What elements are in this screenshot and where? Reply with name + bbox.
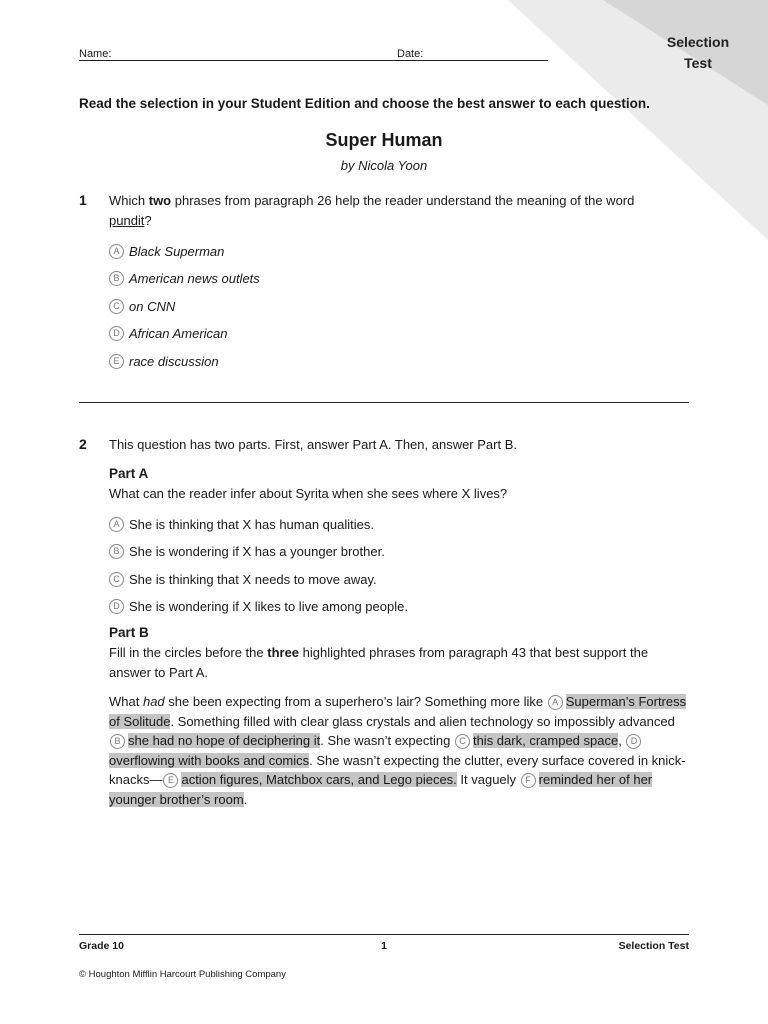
word-pundit: pundit <box>109 213 145 228</box>
answer-circle-icon[interactable]: A <box>109 517 124 532</box>
name-label: Name: <box>79 48 112 60</box>
divider <box>79 402 689 403</box>
instructions: Read the selection in your Student Edition and choose the best answer to each question. <box>79 96 650 111</box>
answer-circle-icon[interactable]: E <box>163 773 178 788</box>
answer-circle-icon[interactable]: C <box>109 299 124 314</box>
answer-circle-icon[interactable]: D <box>109 326 124 341</box>
highlighted-phrase-f: reminded her of her younger brother’s room <box>109 772 653 807</box>
question-2-number: 2 <box>79 436 87 452</box>
highlighted-phrase-d: overflowing with books and comics <box>109 752 310 768</box>
question-2-intro: This question has two parts. First, answer Part A. Then, answer Part B. <box>109 437 517 452</box>
answer-circle-icon[interactable]: D <box>626 734 641 749</box>
answer-circle-icon[interactable]: B <box>109 544 124 559</box>
answer-circle-icon[interactable]: B <box>109 271 124 286</box>
page-title: Super Human <box>325 130 443 150</box>
highlighted-phrase-e: action figures, Matchbox cars, and Lego pieces. <box>181 772 457 787</box>
date-label: Date: <box>397 48 424 60</box>
part-a-question: What can the reader infer about Syrita when she sees where X lives? <box>109 486 508 501</box>
answer-circle-icon[interactable]: A <box>548 695 563 710</box>
answer-circle-icon[interactable]: A <box>109 244 124 259</box>
byline: by Nicola Yoon <box>340 158 428 173</box>
q2a-option-b[interactable]: B She is wondering if X has a younger brother. <box>109 542 385 560</box>
copyright: © Houghton Mifflin Harcourt Publishing Company <box>79 969 286 980</box>
footer-grade: Grade 10 <box>79 940 124 952</box>
answer-circle-icon[interactable]: D <box>109 599 124 614</box>
highlighted-phrase-c: this dark, cramped space <box>472 733 619 748</box>
answer-circle-icon[interactable]: B <box>110 734 125 749</box>
footer-page-number: 1 <box>381 940 387 952</box>
answer-circle-icon[interactable]: C <box>455 734 470 749</box>
emphasis-two: two <box>148 193 172 208</box>
footer-label: Selection Test <box>618 940 689 952</box>
q1-option-a[interactable]: A Black Superman <box>109 242 224 260</box>
q1-option-e[interactable]: E race discussion <box>109 352 219 370</box>
emphasis-three: three <box>267 645 300 660</box>
part-b-question: Fill in the circles before the three highlighted phrases from paragraph 43 that best support the answer to Part A. <box>109 645 649 680</box>
highlighted-phrase-a: Superman’s Fortress of Solitude <box>109 694 687 729</box>
part-b-label: Part B <box>109 625 149 640</box>
answer-circle-icon[interactable]: E <box>109 354 124 369</box>
answer-circle-icon[interactable]: F <box>521 773 536 788</box>
part-a-label: Part A <box>109 466 149 481</box>
q2a-option-d[interactable]: D She is wondering if X likes to live among people. <box>109 597 408 615</box>
q1-option-b[interactable]: B American news outlets <box>109 269 260 287</box>
passage-paragraph-43: What had she been expecting from a superhero’s lair? Something more like A Superman’s Fortress of Solitude. Something filled with clear glass crystals and alien technology so impossibly advanced B she had no hope of deciphering it. She wasn’t expecting C this dark, cramped space, Doverflowing with books and comics. She wasn’t expecting the clutter, every surface covered in knick-knacks— E action figures, Matchbox cars, and Lego pieces. It vaguely F reminded her of her younger brother’s room. <box>109 694 687 807</box>
q1-option-d[interactable]: D African American <box>109 324 228 342</box>
q2a-option-a[interactable]: A She is thinking that X has human qualities. <box>109 515 374 533</box>
name-date-line <box>79 46 548 61</box>
question-1-number: 1 <box>79 192 87 208</box>
highlighted-phrase-b: she had no hope of deciphering it <box>128 733 321 748</box>
q2a-option-c[interactable]: C She is thinking that X needs to move away. <box>109 570 377 588</box>
selection-test-label: Selection Test <box>666 34 730 71</box>
footer-divider <box>79 934 689 935</box>
q1-option-c[interactable]: C on CNN <box>109 297 175 315</box>
question-1-text: Which two phrases from paragraph 26 help the reader understand the meaning of the word pundit? <box>109 193 635 228</box>
answer-circle-icon[interactable]: C <box>109 572 124 587</box>
